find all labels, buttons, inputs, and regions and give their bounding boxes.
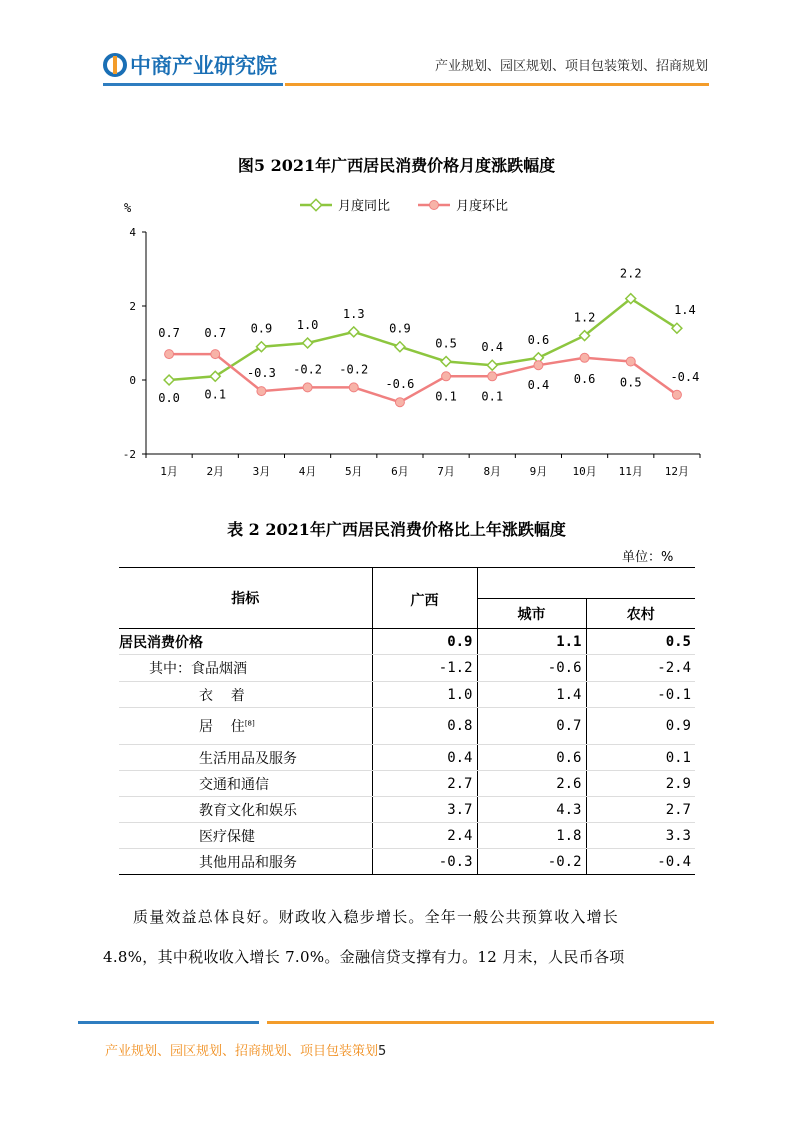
header-blank (477, 568, 695, 599)
table-row (119, 823, 695, 849)
row-indicator (119, 745, 372, 771)
data-point-mom (488, 372, 497, 381)
row-indicator-label: 衣 着 (199, 687, 245, 704)
table-row (119, 629, 695, 655)
data-label-yoy: 0.5 (435, 336, 457, 351)
page-number: 5 (378, 1044, 387, 1059)
table-header-row-1 (119, 568, 695, 599)
value-city: 4.3 (477, 797, 586, 823)
x-tick-label: 12月 (664, 465, 690, 478)
value-rural: 2.7 (586, 797, 695, 823)
data-point-mom (395, 398, 404, 407)
data-label-yoy: 0.9 (389, 321, 411, 336)
value-guangxi: -0.3 (372, 849, 477, 875)
value-city: 2.6 (477, 771, 586, 797)
data-label-mom: 0.7 (204, 326, 227, 341)
x-tick-label: 11月 (618, 465, 643, 478)
x-tick-label: 5月 (344, 465, 363, 478)
data-label-yoy: 1.0 (296, 318, 319, 332)
row-indicator (119, 708, 372, 745)
row-indicator (119, 849, 372, 875)
row-indicator-label: 居 住 (199, 719, 245, 735)
row-indicator (119, 771, 372, 797)
row-indicator (119, 823, 372, 849)
y-tick-label: 2 (129, 300, 136, 313)
data-point-yoy (349, 327, 359, 337)
footer-divider-blue (78, 1021, 259, 1024)
value-rural: -0.1 (586, 682, 695, 708)
value-city: -0.6 (477, 655, 586, 682)
series-line-yoy (169, 299, 677, 380)
table-row (119, 655, 695, 682)
value-city: 1.4 (477, 682, 586, 708)
header-rural: 农村 (586, 599, 695, 629)
footer-divider-orange (267, 1021, 714, 1024)
data-point-mom (257, 387, 266, 396)
table-row (119, 682, 695, 708)
data-point-mom (442, 372, 451, 381)
value-rural: 0.9 (586, 708, 695, 745)
value-city: 1.8 (477, 823, 586, 849)
x-tick-label: 2月 (206, 465, 225, 478)
paragraph-line-2: 4.8%，其中税收收入增长 7.0%。金融信贷支撑有力。12 月末，人民币各项 (103, 948, 625, 966)
table-row (119, 771, 695, 797)
data-label-mom: 0.1 (435, 389, 457, 404)
data-label-mom: -0.2 (339, 362, 369, 377)
table-row (119, 849, 695, 875)
row-indicator-label: 交通和通信 (199, 776, 269, 793)
row-indicator (119, 629, 372, 655)
cpi-table (119, 567, 695, 875)
data-label-mom: 0.1 (481, 389, 504, 404)
legend-label: 月度同比 (338, 199, 391, 214)
row-indicator-label: 居民消费价格 (119, 634, 203, 651)
data-point-mom (349, 383, 358, 392)
figure-title: 图5 2021年广西居民消费价格月度涨跌幅度 (237, 156, 556, 175)
value-city: 0.6 (477, 745, 586, 771)
data-label-yoy: 2.2 (619, 266, 642, 281)
data-point-yoy (395, 342, 405, 352)
data-point-mom (534, 361, 543, 370)
data-label-mom: -0.4 (670, 369, 700, 384)
value-guangxi: 2.7 (372, 771, 477, 797)
data-label-yoy: 0.4 (481, 340, 504, 355)
value-guangxi: 1.0 (372, 682, 477, 708)
data-label-mom: 0.6 (573, 371, 596, 386)
data-point-mom (211, 350, 220, 359)
line-chart (0, 0, 793, 500)
value-rural: 0.1 (586, 745, 695, 771)
table-row (119, 745, 695, 771)
table-unit: 单位：% (622, 550, 674, 565)
data-point-mom (626, 357, 635, 366)
data-label-yoy: 0.1 (204, 387, 227, 402)
y-unit-label: % (124, 201, 132, 215)
data-label-yoy: 0.9 (250, 321, 273, 336)
row-indicator (119, 682, 372, 708)
logo-text: 中商产业研究院 (130, 54, 277, 78)
table-row (119, 797, 695, 823)
data-label-yoy: 0.6 (527, 332, 550, 347)
value-rural: 3.3 (586, 823, 695, 849)
value-guangxi: -1.2 (372, 655, 477, 682)
series-line-mom (169, 354, 677, 402)
data-label-yoy: 0.0 (158, 391, 180, 405)
value-rural: -2.4 (586, 655, 695, 682)
data-label-mom: -0.3 (246, 366, 276, 381)
header-city: 城市 (477, 599, 586, 629)
y-tick-label: 0 (129, 374, 136, 387)
x-tick-label: 3月 (252, 465, 271, 478)
x-tick-label: 6月 (391, 465, 409, 478)
data-point-mom (303, 383, 312, 392)
data-point-yoy (441, 357, 451, 367)
value-rural: 0.5 (586, 629, 695, 655)
header-tagline: 产业规划、园区规划、项目包装策划、招商规划 (434, 59, 708, 74)
x-tick-label: 9月 (529, 465, 548, 478)
value-city: -0.2 (477, 849, 586, 875)
value-rural: 2.9 (586, 771, 695, 797)
data-label-yoy: 1.2 (573, 310, 596, 325)
value-guangxi: 3.7 (372, 797, 477, 823)
data-point-mom (580, 353, 589, 362)
value-guangxi: 2.4 (372, 823, 477, 849)
value-rural: -0.4 (586, 849, 695, 875)
data-label-yoy: 1.4 (674, 303, 696, 318)
data-label-mom: -0.2 (293, 362, 323, 377)
data-point-yoy (303, 338, 313, 348)
table-title: 表 2 2021年广西居民消费价格比上年涨跌幅度 (227, 520, 566, 539)
data-point-mom (672, 390, 681, 399)
row-indicator (119, 797, 372, 823)
data-label-mom: -0.6 (385, 377, 415, 392)
value-guangxi: 0.8 (372, 708, 477, 745)
value-guangxi: 0.4 (372, 745, 477, 771)
data-label-mom: 0.5 (619, 375, 642, 390)
row-indicator-label: 教育文化和娱乐 (199, 802, 297, 819)
value-city: 1.1 (477, 629, 586, 655)
row-indicator-label: 医疗保健 (199, 828, 255, 845)
header-indicator: 指标 (119, 568, 372, 629)
legend-swatch-marker (430, 201, 439, 210)
row-indicator (119, 655, 372, 682)
x-tick-label: 8月 (483, 465, 502, 478)
legend-label: 月度环比 (456, 199, 509, 214)
x-tick-label: 1月 (160, 465, 178, 478)
paragraph-line-1: 质量效益总体良好。财政收入稳步增长。全年一般公共预算收入增长 (133, 908, 620, 926)
y-tick-label: 4 (129, 226, 136, 239)
data-point-yoy (487, 360, 497, 370)
row-indicator-label: 生活用品及服务 (199, 750, 297, 767)
x-tick-label: 10月 (572, 465, 597, 478)
x-tick-label: 7月 (437, 465, 455, 478)
table-row (119, 708, 695, 745)
footnote-ref: [8] (244, 719, 255, 728)
row-indicator-label: 其他用品和服务 (199, 854, 297, 871)
value-city: 0.7 (477, 708, 586, 745)
header-guangxi: 广西 (372, 568, 477, 629)
row-indicator-label: 其中：食品烟酒 (149, 661, 247, 677)
footer (105, 1040, 386, 1059)
x-tick-label: 4月 (298, 465, 317, 478)
data-point-yoy (164, 375, 174, 385)
legend-swatch-marker (310, 199, 321, 210)
footer-tagline: 产业规划、园区规划、招商规划、项目包装策划 (105, 1044, 379, 1059)
data-label-mom: 0.7 (158, 326, 180, 341)
data-label-mom: 0.4 (527, 378, 550, 393)
value-guangxi: 0.9 (372, 629, 477, 655)
data-label-yoy: 1.3 (342, 306, 365, 321)
data-point-mom (165, 350, 174, 359)
y-tick-label: -2 (122, 448, 136, 461)
